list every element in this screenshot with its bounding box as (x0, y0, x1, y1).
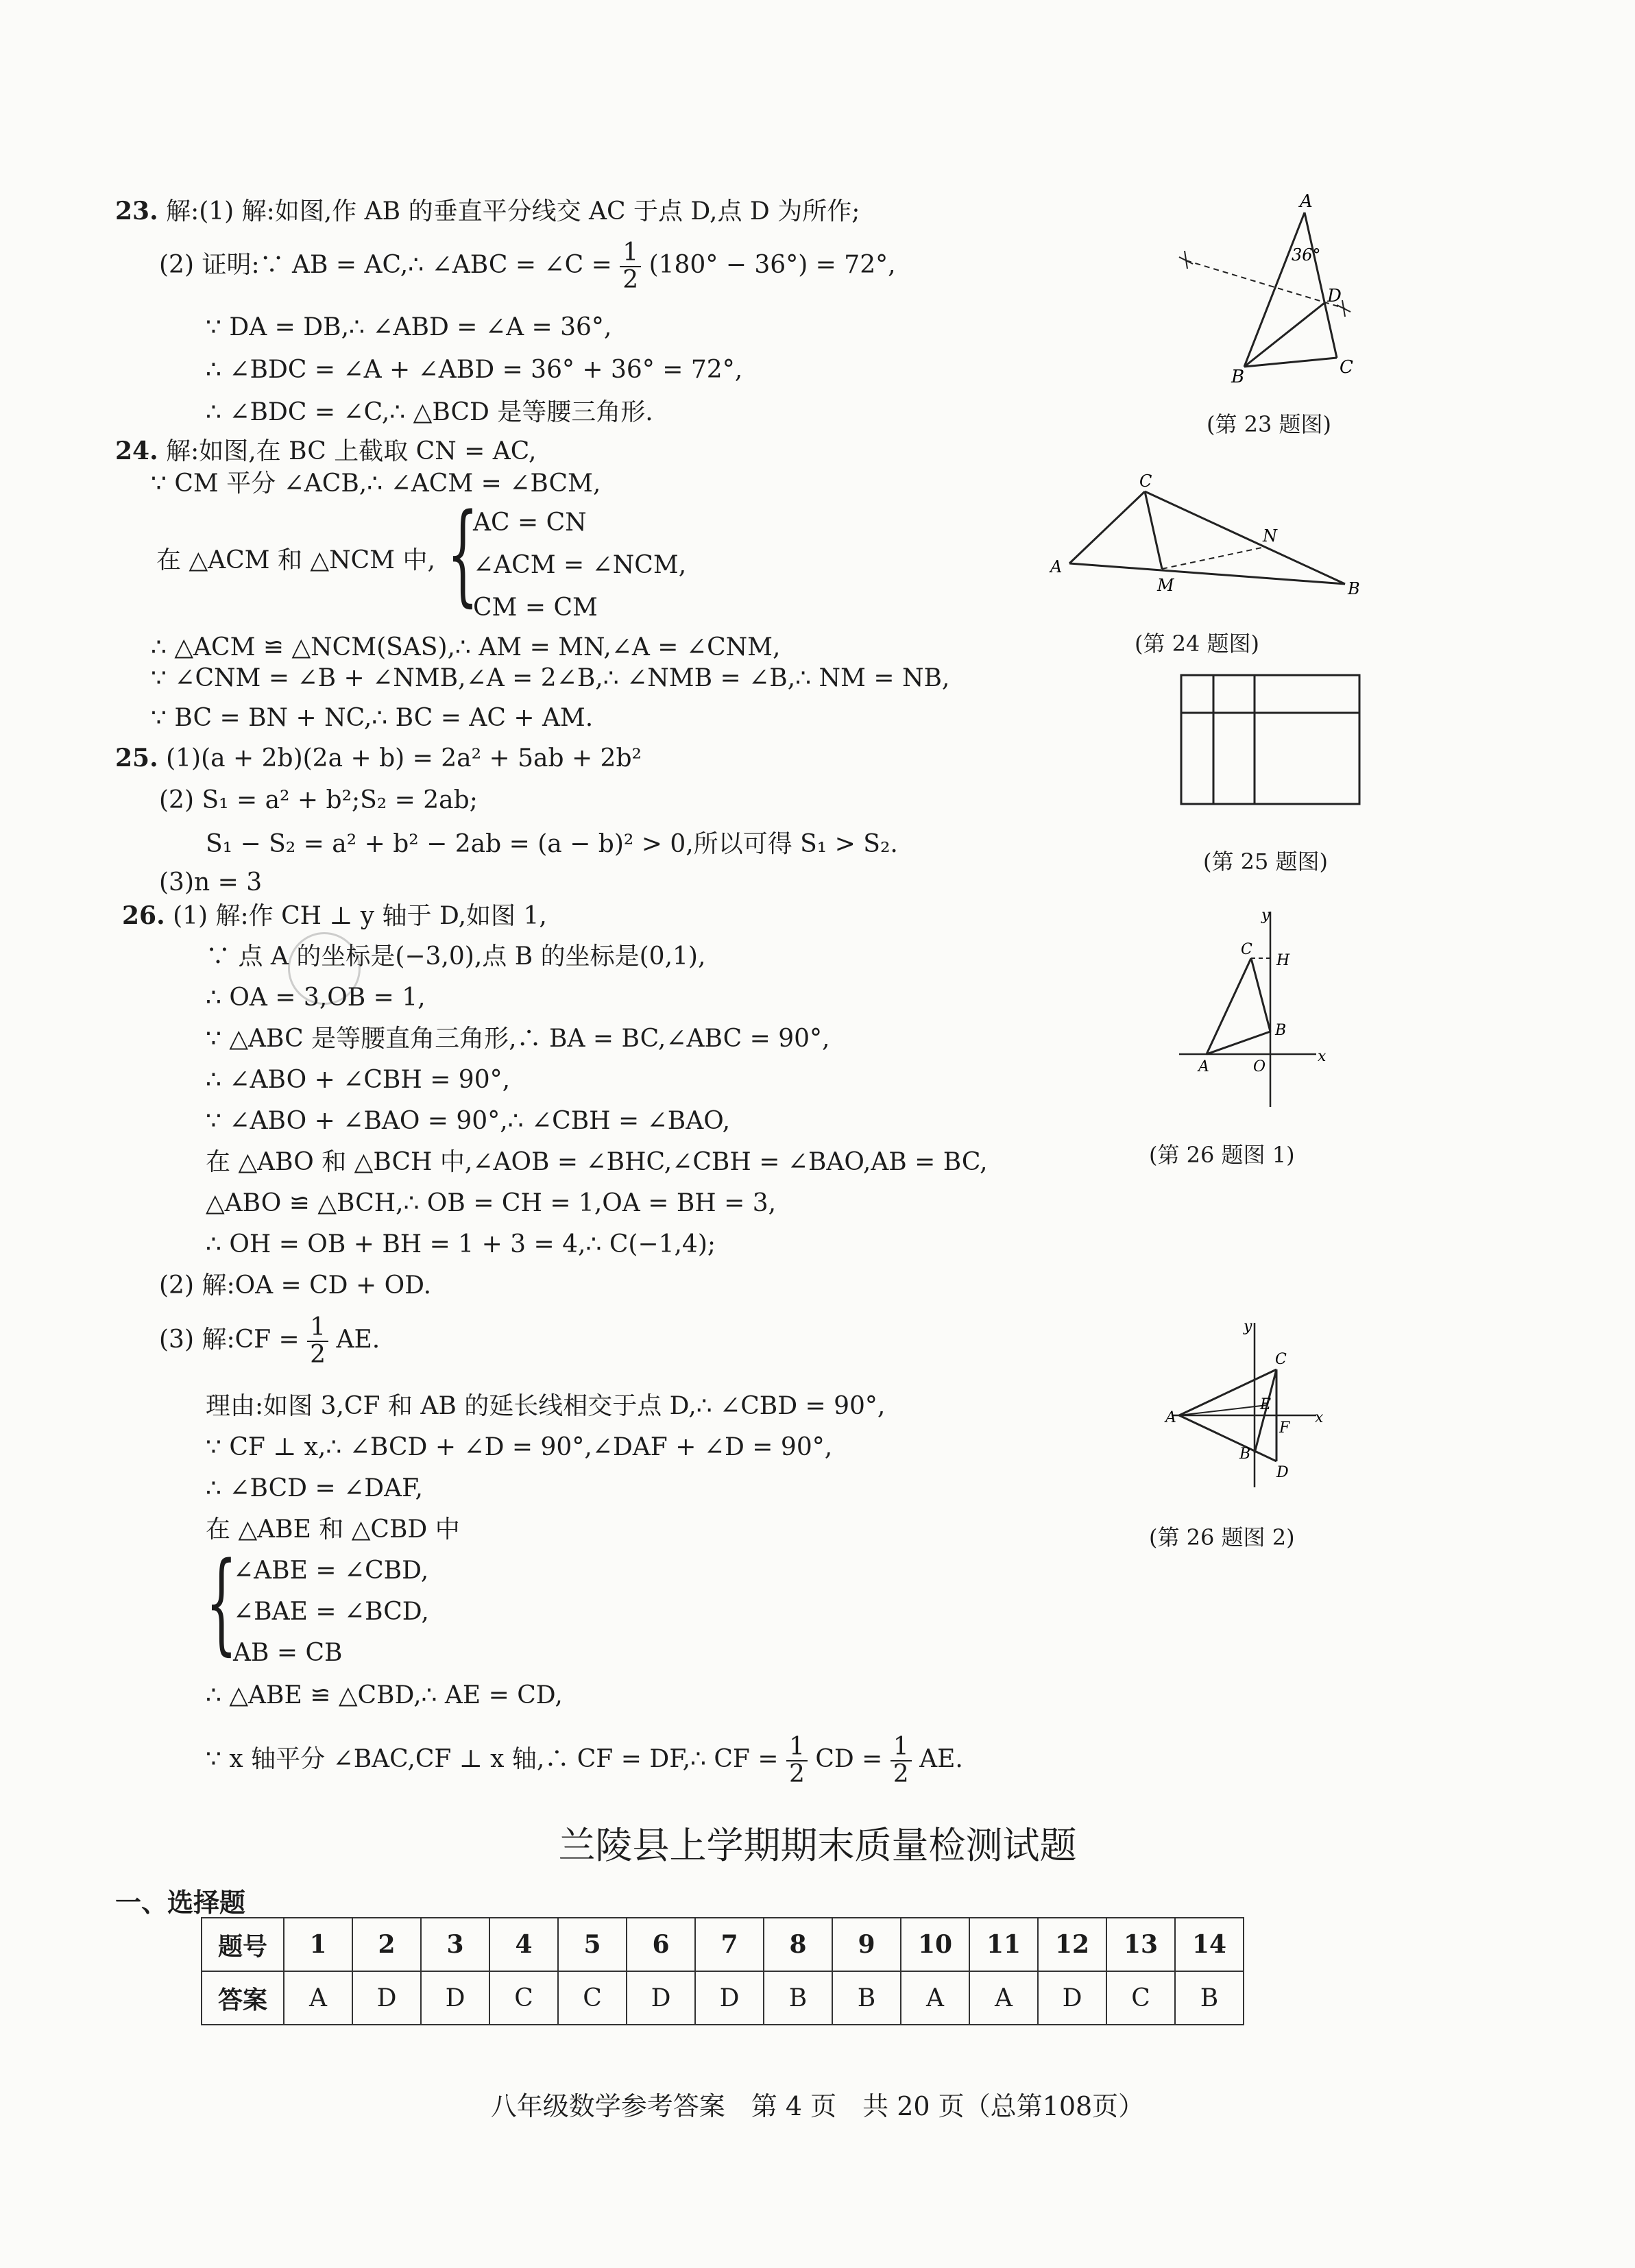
q23-frac-num: 1 (620, 240, 641, 267)
q23-line5: ∴ ∠BDC = ∠C,∴ △BCD 是等腰三角形. (206, 398, 653, 426)
q26-fig1-label-o: O (1253, 1058, 1266, 1075)
q26-line13: ∵ CF ⊥ x,∴ ∠BCD + ∠D = 90°,∠DAF + ∠D = 90°, (206, 1433, 833, 1461)
q23-line1-text: 解:(1) 解:如图,作 AB 的垂直平分线交 AC 于点 D,点 D 为所作; (158, 197, 860, 225)
q24-line1-text: 解:如图,在 BC 上截取 CN = AC, (158, 437, 537, 465)
question-number: 14 (1175, 1918, 1244, 1971)
q25-number: 25. (115, 744, 158, 772)
q24-fig-label-c: C (1139, 473, 1152, 491)
q26-line1-text: (1) 解:作 CH ⊥ y 轴于 D,如图 1, (165, 902, 547, 930)
q26-system-1: ∠ABE = ∠CBD, (233, 1557, 429, 1585)
q24-fig-label-m: M (1157, 576, 1174, 595)
q24-fig-label-a: A (1050, 557, 1063, 576)
answer-cell: D (421, 1971, 489, 2025)
question-number: 4 (489, 1918, 558, 1971)
q26-line17-fraction1 (786, 1734, 808, 1788)
answer-cell: B (1175, 1971, 1244, 2025)
question-number: 13 (1106, 1918, 1175, 1971)
q24-line1 (115, 439, 536, 464)
q26-line8: △ABO ≌ △BCH,∴ OB = CH = 1,OA = BH = 3, (206, 1189, 777, 1217)
q26-line10: (2) 解:OA = CD + OD. (159, 1271, 432, 1300)
answer-cell: A (901, 1971, 969, 2025)
q26-line11-a: (3) 解:CF = (159, 1325, 300, 1354)
answer-cell: B (764, 1971, 832, 2025)
q26-line17-c: AE. (919, 1744, 963, 1773)
q23-fig-angle: 36° (1292, 245, 1321, 265)
q24-fig-label-b: B (1348, 579, 1360, 598)
q26-line17 (206, 1734, 963, 1788)
q25-line2: (2) S₁ = a² + b²;S₂ = 2ab; (159, 786, 478, 814)
q26-fig1-label-b: B (1275, 1022, 1287, 1039)
q26-line14: ∴ ∠BCD = ∠DAF, (206, 1474, 423, 1502)
q26-system-2: ∠BAE = ∠BCD, (233, 1598, 429, 1626)
q26-line9: ∴ OH = OB + BH = 1 + 3 = 4,∴ C(−1,4); (206, 1230, 716, 1258)
q23-line4: ∴ ∠BDC = ∠A + ∠ABD = 36° + 36° = 72°, (206, 356, 743, 384)
q23-line1 (115, 199, 860, 224)
answer-cell: C (489, 1971, 558, 2025)
page-footer: 八年级数学参考答案 第 4 页 共 20 页（总第108页） (490, 2091, 1145, 2121)
table-row-answers (202, 1971, 1244, 2025)
answer-cell: C (1106, 1971, 1175, 2025)
question-number: 11 (969, 1918, 1038, 1971)
q26-number: 26. (122, 901, 165, 930)
q26-line11-b: AE. (336, 1325, 380, 1354)
q26-line1 (122, 903, 547, 929)
q26-line3: ∴ OA = 3,OB = 1, (206, 984, 426, 1012)
question-number: 7 (695, 1918, 764, 1971)
q25-line4: (3)n = 3 (159, 868, 263, 897)
q24-system-3: CM = CM (473, 594, 598, 622)
q23-fig-label-c: C (1340, 357, 1353, 378)
q24-system-1: AC = CN (473, 509, 587, 537)
q26-fig2-label-b: B (1239, 1446, 1251, 1463)
q26-line17-b: CD = (815, 1744, 883, 1773)
q26-figure1 (1165, 905, 1344, 1117)
question-number: 10 (901, 1918, 969, 1971)
q24-figure (1035, 473, 1371, 610)
q23-line2-a: (2) 证明:∵ AB = AC,∴ ∠ABC = ∠C = (159, 250, 612, 279)
q24-line4: ∴ △ACM ≌ △NCM(SAS),∴ AM = MN,∠A = ∠CNM, (151, 633, 781, 661)
q26-fig2-label-f: F (1279, 1419, 1290, 1437)
q24-fig-label-n: N (1263, 526, 1277, 546)
q26-line5: ∴ ∠ABO + ∠CBH = 90°, (206, 1066, 511, 1094)
q26-line15: 在 △ABE 和 △CBD 中 (206, 1515, 460, 1544)
q26-fig2-label-a: A (1165, 1409, 1176, 1426)
q26-fig2-label-y: y (1244, 1318, 1252, 1335)
question-number: 5 (558, 1918, 627, 1971)
q26-fig1-label-x: x (1318, 1048, 1327, 1065)
q26-fig2-label-e: E (1260, 1396, 1272, 1413)
question-number: 9 (832, 1918, 901, 1971)
q23-caption: (第 23 题图) (1207, 411, 1332, 437)
q26-fig1-label-y: y (1261, 907, 1270, 924)
answer-cell: C (558, 1971, 627, 2025)
row-label-answers: 答案 (202, 1971, 284, 2025)
q24-line3-prefix: 在 △ACM 和 △NCM 中, (156, 546, 435, 574)
q24-number: 24. (115, 437, 158, 465)
q26-line16: ∴ △ABE ≌ △CBD,∴ AE = CD, (206, 1681, 563, 1709)
q25-line3: S₁ − S₂ = a² + b² − 2ab = (a − b)² > 0,所以可得 S₁ > S₂. (206, 830, 898, 858)
answer-cell: B (832, 1971, 901, 2025)
q23-fig-label-d: D (1327, 286, 1342, 306)
answer-table (201, 1917, 1244, 2025)
answer-cell: A (284, 1971, 352, 2025)
q23-fig-label-a: A (1300, 192, 1313, 212)
q25-line1-text: (1)(a + 2b)(2a + b) = 2a² + 5ab + 2b² (158, 744, 642, 772)
q26-line6: ∵ ∠ABO + ∠BAO = 90°,∴ ∠CBH = ∠BAO, (206, 1107, 731, 1135)
q23-fraction (620, 240, 641, 293)
q26-fig2-label-d: D (1276, 1464, 1289, 1481)
question-number: 3 (421, 1918, 489, 1971)
q23-line2 (159, 240, 896, 293)
question-number: 2 (352, 1918, 421, 1971)
q26-l11-frac-den: 2 (310, 1340, 326, 1369)
q24-system-2: ∠ACM = ∠NCM, (473, 551, 687, 579)
section-title: 一、选择题 (115, 1888, 246, 1918)
question-number: 6 (627, 1918, 695, 1971)
q25-line1 (115, 746, 642, 771)
q23-figure (1165, 192, 1385, 384)
answer-cell: A (969, 1971, 1038, 2025)
q24-caption: (第 24 题图) (1135, 631, 1260, 657)
answer-cell: D (695, 1971, 764, 2025)
q26-l17-f1-den: 2 (788, 1759, 805, 1788)
q24-line5: ∵ ∠CNM = ∠B + ∠NMB,∠A = 2∠B,∴ ∠NMB = ∠B,∴ NM = NB, (151, 664, 950, 692)
q26-fig1-label-c: C (1241, 941, 1252, 958)
q26-line12: 理由:如图 3,CF 和 AB 的延长线相交于点 D,∴ ∠CBD = 90°, (206, 1392, 886, 1420)
question-number: 12 (1038, 1918, 1106, 1971)
q26-l17-f1-num: 1 (786, 1734, 808, 1761)
question-number: 8 (764, 1918, 832, 1971)
q24-line2: ∵ CM 平分 ∠ACB,∴ ∠ACM = ∠BCM, (151, 470, 601, 498)
q26-line4: ∵ △ABC 是等腰直角三角形,∴ BA = BC,∠ABC = 90°, (206, 1025, 830, 1053)
q26-line2: ∵ 点 A 的坐标是(−3,0),点 B 的坐标是(0,1), (206, 942, 706, 971)
question-number: 1 (284, 1918, 352, 1971)
q26-l17-f2-num: 1 (891, 1734, 912, 1761)
q26-system-3: AB = CB (233, 1639, 343, 1667)
q26-line17-fraction2 (891, 1734, 912, 1788)
row-label-numbers: 题号 (202, 1918, 284, 1971)
q23-fig-label-b: B (1231, 367, 1245, 384)
table-row-numbers (202, 1918, 1244, 1971)
q26-fig1-label-a: A (1198, 1058, 1209, 1075)
q26-fig1-label-h: H (1276, 952, 1290, 969)
q26-l17-f2-den: 2 (893, 1759, 909, 1788)
q26-caption2: (第 26 题图 2) (1149, 1524, 1295, 1550)
q26-l11-frac-num: 1 (307, 1315, 328, 1342)
q23-line2-b: (180° − 36°) = 72°, (649, 250, 896, 279)
answer-cell: D (627, 1971, 695, 2025)
q24-line6: ∵ BC = BN + NC,∴ BC = AC + AM. (151, 704, 594, 732)
q23-frac-den: 2 (622, 265, 639, 294)
q26-system-brace: { (206, 1538, 237, 1666)
q26-line11-fraction (307, 1315, 328, 1368)
answer-cell: D (352, 1971, 421, 2025)
q23-number: 23. (115, 197, 158, 225)
q26-figure2 (1159, 1309, 1337, 1494)
q25-caption: (第 25 题图) (1203, 849, 1329, 875)
q26-line17-a: ∵ x 轴平分 ∠BAC,CF ⊥ x 轴,∴ CF = DF,∴ CF = (206, 1744, 779, 1773)
q26-fig2-label-c: C (1275, 1351, 1287, 1368)
q26-fig2-label-x: x (1315, 1409, 1324, 1426)
q26-line11 (159, 1315, 380, 1368)
exam-heading: 兰陵县上学期期末质量检测试题 (558, 1824, 1077, 1867)
q26-caption1: (第 26 题图 1) (1149, 1142, 1295, 1168)
answer-cell: D (1038, 1971, 1106, 2025)
q25-figure (1179, 672, 1364, 809)
q24-system-brace: { (447, 489, 479, 618)
q23-line3: ∵ DA = DB,∴ ∠ABD = ∠A = 36°, (206, 313, 612, 341)
q26-line7: 在 △ABO 和 △BCH 中,∠AOB = ∠BHC,∠CBH = ∠BAO,AB = BC, (206, 1148, 988, 1176)
